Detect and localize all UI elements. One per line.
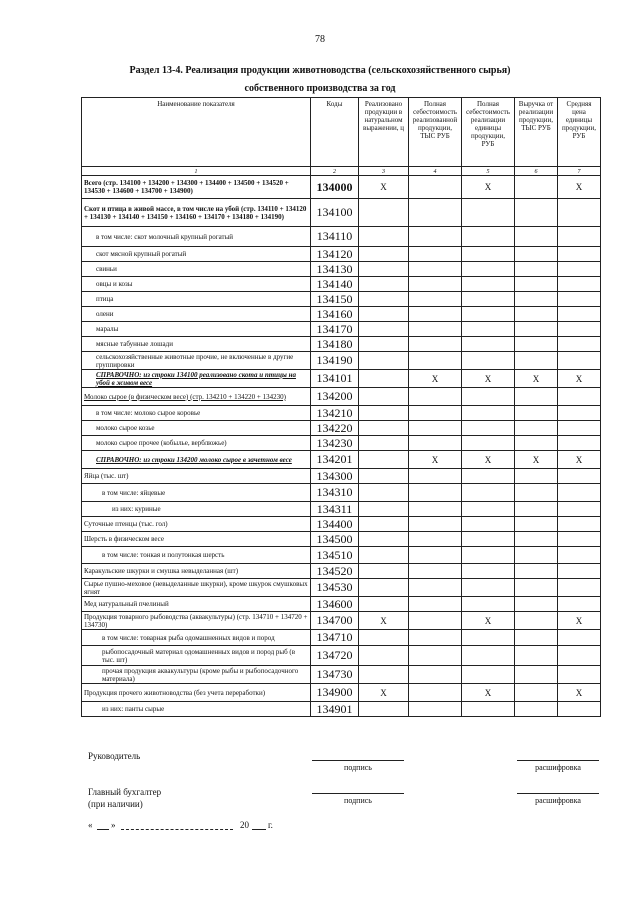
cell-col6[interactable] [515,176,558,199]
row-code: 134530 [311,579,359,597]
cell-col3[interactable] [359,646,409,666]
cell-col4[interactable] [409,292,462,307]
cell-col6[interactable]: X [515,370,558,388]
col-num: 4 [409,167,462,176]
table-row [82,597,601,612]
cell-col7[interactable]: X [558,612,601,630]
cell-col3[interactable] [359,436,409,451]
cell-col5[interactable] [462,388,515,406]
row-name: Продукция прочего животноводства (без учета переработки) [82,684,311,702]
cell-col5[interactable]: X [462,612,515,630]
cell-col3[interactable] [359,227,409,247]
cell-col5[interactable]: X [462,684,515,702]
table-row [82,322,601,337]
date-year-suffix: г. [268,820,273,830]
cell-col6[interactable] [515,406,558,421]
cell-col6[interactable] [515,517,558,532]
cell-col5[interactable] [462,547,515,564]
row-name: молоко сырое козье [82,421,311,436]
cell-col6[interactable] [515,612,558,630]
head-decode-line [517,760,599,761]
cell-col5[interactable] [462,307,515,322]
cell-col3[interactable] [359,352,409,370]
cell-col5[interactable] [462,564,515,579]
table-row [82,421,601,436]
cell-col6[interactable] [515,630,558,646]
header-col4: Полная себестоимость реализованной продукции, ТЫС РУБ [409,98,462,167]
row-code: 134720 [311,646,359,666]
row-code: 134160 [311,307,359,322]
row-name: в том числе: яйцевые [82,484,311,502]
cell-col3[interactable] [359,702,409,717]
cell-col3[interactable] [359,421,409,436]
cell-col3[interactable] [359,322,409,337]
cell-col3[interactable] [359,406,409,421]
row-name: Всего (стр. 134100 + 134200 + 134300 + 134400 + 134500 + 134520 + 134530 + 134600 + 134700 + 134900) [82,176,311,199]
row-name: в том числе: товарная рыба одомашненных видов и пород [82,630,311,646]
table-row [82,630,601,646]
cell-col7[interactable] [558,247,601,262]
cell-col3[interactable]: X [359,176,409,199]
table-row [82,666,601,684]
table-row [82,532,601,547]
row-name: в том числе: молоко сырое коровье [82,406,311,421]
cell-col3[interactable] [359,484,409,502]
cell-col6[interactable] [515,388,558,406]
row-code: 134900 [311,684,359,702]
cell-col3[interactable] [359,502,409,517]
table-row [82,517,601,532]
cell-col6[interactable] [515,227,558,247]
table-row [82,484,601,502]
row-name: Продукция товарного рыбоводства (аквакультуры) (стр. 134710 + 134720 + 134730) [82,612,311,630]
cell-col4[interactable] [409,176,462,199]
table-row [82,352,601,370]
cell-col3[interactable] [359,532,409,547]
cell-col6[interactable]: X [515,451,558,469]
row-name: свиньи [82,262,311,277]
cell-col3[interactable] [359,337,409,352]
row-name: Шерсть в физическом весе [82,532,311,547]
cell-col7[interactable] [558,277,601,292]
cell-col6[interactable] [515,199,558,227]
cell-col4[interactable] [409,307,462,322]
cell-col5[interactable] [462,597,515,612]
cell-col7[interactable] [558,517,601,532]
row-code: 134730 [311,666,359,684]
cell-col4[interactable] [409,684,462,702]
row-name: овцы и козы [82,277,311,292]
cell-col4[interactable] [409,579,462,597]
row-name: СПРАВОЧНО: из строки 134200 молоко сырое в зачетном весе [82,451,311,469]
cell-col6[interactable] [515,502,558,517]
table-row [82,199,601,227]
cell-col7[interactable] [558,262,601,277]
cell-col5[interactable] [462,502,515,517]
cell-col7[interactable] [558,532,601,547]
row-name: маралы [82,322,311,337]
header-col6: Выручка от реализации продукции, ТЫС РУБ [515,98,558,167]
date-open-quote: « [88,820,93,830]
cell-col4[interactable] [409,702,462,717]
head-decode-label: расшифровка [535,763,581,772]
cell-col4[interactable] [409,517,462,532]
header-name: Наименование показателя [82,98,311,167]
row-code: 134210 [311,406,359,421]
cell-col3[interactable] [359,517,409,532]
table-row [82,547,601,564]
cell-col3[interactable] [359,630,409,646]
header-col3: Реализовано продукции в натуральном выражении, ц [359,98,409,167]
cell-col4[interactable]: X [409,370,462,388]
cell-col6[interactable] [515,646,558,666]
cell-col3[interactable] [359,564,409,579]
row-name: в том числе: тонкая и полутонкая шерсть [82,547,311,564]
cell-col7[interactable] [558,406,601,421]
row-code: 134130 [311,262,359,277]
row-name: Яйца (тыс. шт) [82,469,311,484]
cell-col7[interactable] [558,388,601,406]
cell-col4[interactable]: X [409,451,462,469]
date-year-line [252,829,266,830]
row-code: 134201 [311,451,359,469]
date-close-quote: » [111,820,116,830]
row-code: 134520 [311,564,359,579]
head-signature-label: подпись [344,763,372,772]
cell-col7[interactable] [558,322,601,337]
cell-col3[interactable] [359,597,409,612]
table-row [82,370,601,388]
cell-col3[interactable] [359,277,409,292]
cell-col6[interactable] [515,322,558,337]
cell-col4[interactable] [409,322,462,337]
cell-col3[interactable] [359,262,409,277]
col-num: 7 [558,167,601,176]
cell-col7[interactable] [558,484,601,502]
table-row [82,176,601,199]
table-row [82,307,601,322]
table-row [82,292,601,307]
head-signature-line [312,760,404,761]
cell-col4[interactable] [409,597,462,612]
header-code: Коды [311,98,359,167]
cell-col6[interactable] [515,352,558,370]
date-day-line [97,829,109,830]
cell-col6[interactable] [515,337,558,352]
cell-col4[interactable] [409,262,462,277]
cell-col6[interactable] [515,579,558,597]
accountant-label: Главный бухгалтер [88,787,162,797]
cell-col6[interactable] [515,532,558,547]
cell-col5[interactable] [462,337,515,352]
cell-col4[interactable] [409,436,462,451]
cell-col5[interactable] [462,352,515,370]
cell-col6[interactable] [515,597,558,612]
row-name: в том числе: скот молочный крупный рогатый [82,227,311,247]
row-code: 134220 [311,421,359,436]
section-title [40,62,600,98]
table-row [82,247,601,262]
cell-col3[interactable] [359,307,409,322]
cell-col6[interactable] [515,684,558,702]
table-row [82,702,601,717]
cell-col7[interactable] [558,337,601,352]
cell-col6[interactable] [515,292,558,307]
cell-col5[interactable] [462,421,515,436]
row-code: 134500 [311,532,359,547]
cell-col4[interactable] [409,277,462,292]
table-row [82,502,601,517]
row-name: Молоко сырое (в физическом весе) (стр. 134210 + 134220 + 134230) [82,388,311,406]
table-row [82,646,601,666]
table-row [82,469,601,484]
cell-col6[interactable] [515,436,558,451]
cell-col4[interactable] [409,502,462,517]
head-label: Руководитель [88,751,141,761]
report-table [81,97,601,717]
cell-col7[interactable] [558,666,601,684]
row-name: из них: панты сырые [82,702,311,717]
title-line-2: собственного производства за год [244,83,396,94]
table-row [82,388,601,406]
cell-col4[interactable] [409,532,462,547]
accountant-note: (при наличии) [88,799,143,809]
cell-col6[interactable] [515,262,558,277]
cell-col5[interactable] [462,666,515,684]
cell-col7[interactable] [558,469,601,484]
col-num: 1 [82,167,311,176]
cell-col6[interactable] [515,484,558,502]
row-code: 134310 [311,484,359,502]
cell-col4[interactable] [409,612,462,630]
cell-col7[interactable] [558,436,601,451]
row-code: 134710 [311,630,359,646]
page-number: 78 [315,34,325,45]
cell-col6[interactable] [515,421,558,436]
cell-col7[interactable] [558,352,601,370]
cell-col7[interactable] [558,630,601,646]
row-name: из них: куриные [82,502,311,517]
row-code: 134100 [311,199,359,227]
row-code: 134311 [311,502,359,517]
cell-col5[interactable]: X [462,176,515,199]
cell-col4[interactable] [409,388,462,406]
table-row [82,406,601,421]
cell-col6[interactable] [515,277,558,292]
col-num: 5 [462,167,515,176]
row-code: 134150 [311,292,359,307]
cell-col4[interactable] [409,227,462,247]
cell-col5[interactable] [462,484,515,502]
row-code: 134110 [311,227,359,247]
accountant-decode-label: расшифровка [535,796,581,805]
cell-col6[interactable] [515,469,558,484]
table-row [82,579,601,597]
cell-col5[interactable] [462,702,515,717]
cell-col3[interactable] [359,469,409,484]
cell-col5[interactable] [462,277,515,292]
cell-col3[interactable] [359,388,409,406]
cell-col3[interactable]: X [359,612,409,630]
cell-col7[interactable] [558,307,601,322]
cell-col7[interactable] [558,292,601,307]
cell-col3[interactable] [359,292,409,307]
row-code: 134510 [311,547,359,564]
cell-col7[interactable] [558,227,601,247]
date-month-line [121,829,233,830]
cell-col4[interactable] [409,247,462,262]
table-row [82,684,601,702]
cell-col5[interactable] [462,630,515,646]
row-code: 134700 [311,612,359,630]
cell-col3[interactable] [359,547,409,564]
cell-col4[interactable] [409,564,462,579]
cell-col5[interactable] [462,532,515,547]
cell-col4[interactable] [409,337,462,352]
cell-col7[interactable]: X [558,176,601,199]
table-row [82,436,601,451]
cell-col5[interactable] [462,227,515,247]
row-code: 134000 [311,176,359,199]
cell-col7[interactable]: X [558,370,601,388]
cell-col5[interactable] [462,406,515,421]
row-name: Мед натуральный пчелиный [82,597,311,612]
cell-col4[interactable] [409,352,462,370]
cell-col6[interactable] [515,247,558,262]
cell-col4[interactable] [409,666,462,684]
row-code: 134901 [311,702,359,717]
row-code: 134600 [311,597,359,612]
table-row [82,337,601,352]
table-row [82,564,601,579]
header-col5: Полная себестоимость реализации единицы продукции, РУБ [462,98,515,167]
header-col7: Средняя цена единицы продукции, РУБ [558,98,601,167]
row-name: Скот и птица в живой массе, в том числе на убой (стр. 134110 + 134120 + 134130 + 134140 + 134150 + 134160 + 134170 + 134180 + 134190) [82,199,311,227]
row-name: молоко сырое прочее (кобылье, верблюжье) [82,436,311,451]
cell-col7[interactable] [558,547,601,564]
table-row [82,227,601,247]
cell-col6[interactable] [515,666,558,684]
cell-col6[interactable] [515,564,558,579]
accountant-signature-line [312,793,404,794]
row-name: СПРАВОЧНО: из строки 134100 реализовано скота и птицы на убой в живом весе [82,370,311,388]
cell-col7[interactable] [558,564,601,579]
table-row [82,612,601,630]
cell-col4[interactable] [409,421,462,436]
cell-col7[interactable] [558,579,601,597]
row-name: скот мясной крупный рогатый [82,247,311,262]
table-row [82,262,601,277]
row-code: 134190 [311,352,359,370]
cell-col7[interactable] [558,646,601,666]
row-code: 134230 [311,436,359,451]
row-name: птица [82,292,311,307]
cell-col3[interactable] [359,247,409,262]
cell-col6[interactable] [515,307,558,322]
cell-col7[interactable]: X [558,684,601,702]
table-row [82,451,601,469]
row-name: Суточные птенцы (тыс. гол) [82,517,311,532]
row-code: 134101 [311,370,359,388]
cell-col3[interactable]: X [359,684,409,702]
cell-col5[interactable] [462,262,515,277]
cell-col4[interactable] [409,469,462,484]
cell-col5[interactable] [462,579,515,597]
cell-col3[interactable] [359,451,409,469]
cell-col4[interactable] [409,630,462,646]
col-num: 3 [359,167,409,176]
row-code: 134400 [311,517,359,532]
cell-col5[interactable] [462,322,515,337]
cell-col5[interactable] [462,517,515,532]
cell-col5[interactable]: X [462,451,515,469]
row-code: 134200 [311,388,359,406]
date-year-prefix: 20 [240,820,249,830]
cell-col7[interactable] [558,702,601,717]
row-name: Каракульские шкурки и смушка невыделанная (шт) [82,564,311,579]
header-row [82,98,601,167]
row-name: мясные табунные лошади [82,337,311,352]
cell-col5[interactable] [462,436,515,451]
cell-col7[interactable] [558,421,601,436]
cell-col4[interactable] [409,484,462,502]
cell-col4[interactable] [409,199,462,227]
row-name: прочая продукция аквакультуры (кроме рыбы и рыбопосадочного материала) [82,666,311,684]
cell-col5[interactable]: X [462,370,515,388]
cell-col4[interactable] [409,406,462,421]
cell-col3[interactable] [359,579,409,597]
cell-col7[interactable]: X [558,451,601,469]
cell-col4[interactable] [409,646,462,666]
cell-col3[interactable] [359,370,409,388]
cell-col3[interactable] [359,199,409,227]
cell-col5[interactable] [462,247,515,262]
row-name: олени [82,307,311,322]
cell-col7[interactable] [558,502,601,517]
col-num: 2 [311,167,359,176]
cell-col6[interactable] [515,702,558,717]
accountant-signature-label: подпись [344,796,372,805]
row-code: 134300 [311,469,359,484]
cell-col4[interactable] [409,547,462,564]
row-code: 134140 [311,277,359,292]
cell-col5[interactable] [462,469,515,484]
row-name: сельскохозяйственные животные прочие, не включенные в другие группировки [82,352,311,370]
row-name: рыбопосадочный материал одомашненных видов и пород рыб (в тыс. шт) [82,646,311,666]
column-number-row [82,167,601,176]
cell-col7[interactable] [558,597,601,612]
table-row [82,277,601,292]
cell-col7[interactable] [558,199,601,227]
col-num: 6 [515,167,558,176]
cell-col3[interactable] [359,666,409,684]
title-line-1: Раздел 13-4. Реализация продукции животноводства (сельскохозяйственного сырья) [129,65,511,76]
row-code: 134170 [311,322,359,337]
row-code: 134180 [311,337,359,352]
accountant-decode-line [517,793,599,794]
row-name: Сырье пушно-меховое (невыделанные шкурки), кроме шкурок смушковых ягнят [82,579,311,597]
cell-col5[interactable] [462,199,515,227]
cell-col6[interactable] [515,547,558,564]
row-code: 134120 [311,247,359,262]
cell-col5[interactable] [462,292,515,307]
cell-col5[interactable] [462,646,515,666]
